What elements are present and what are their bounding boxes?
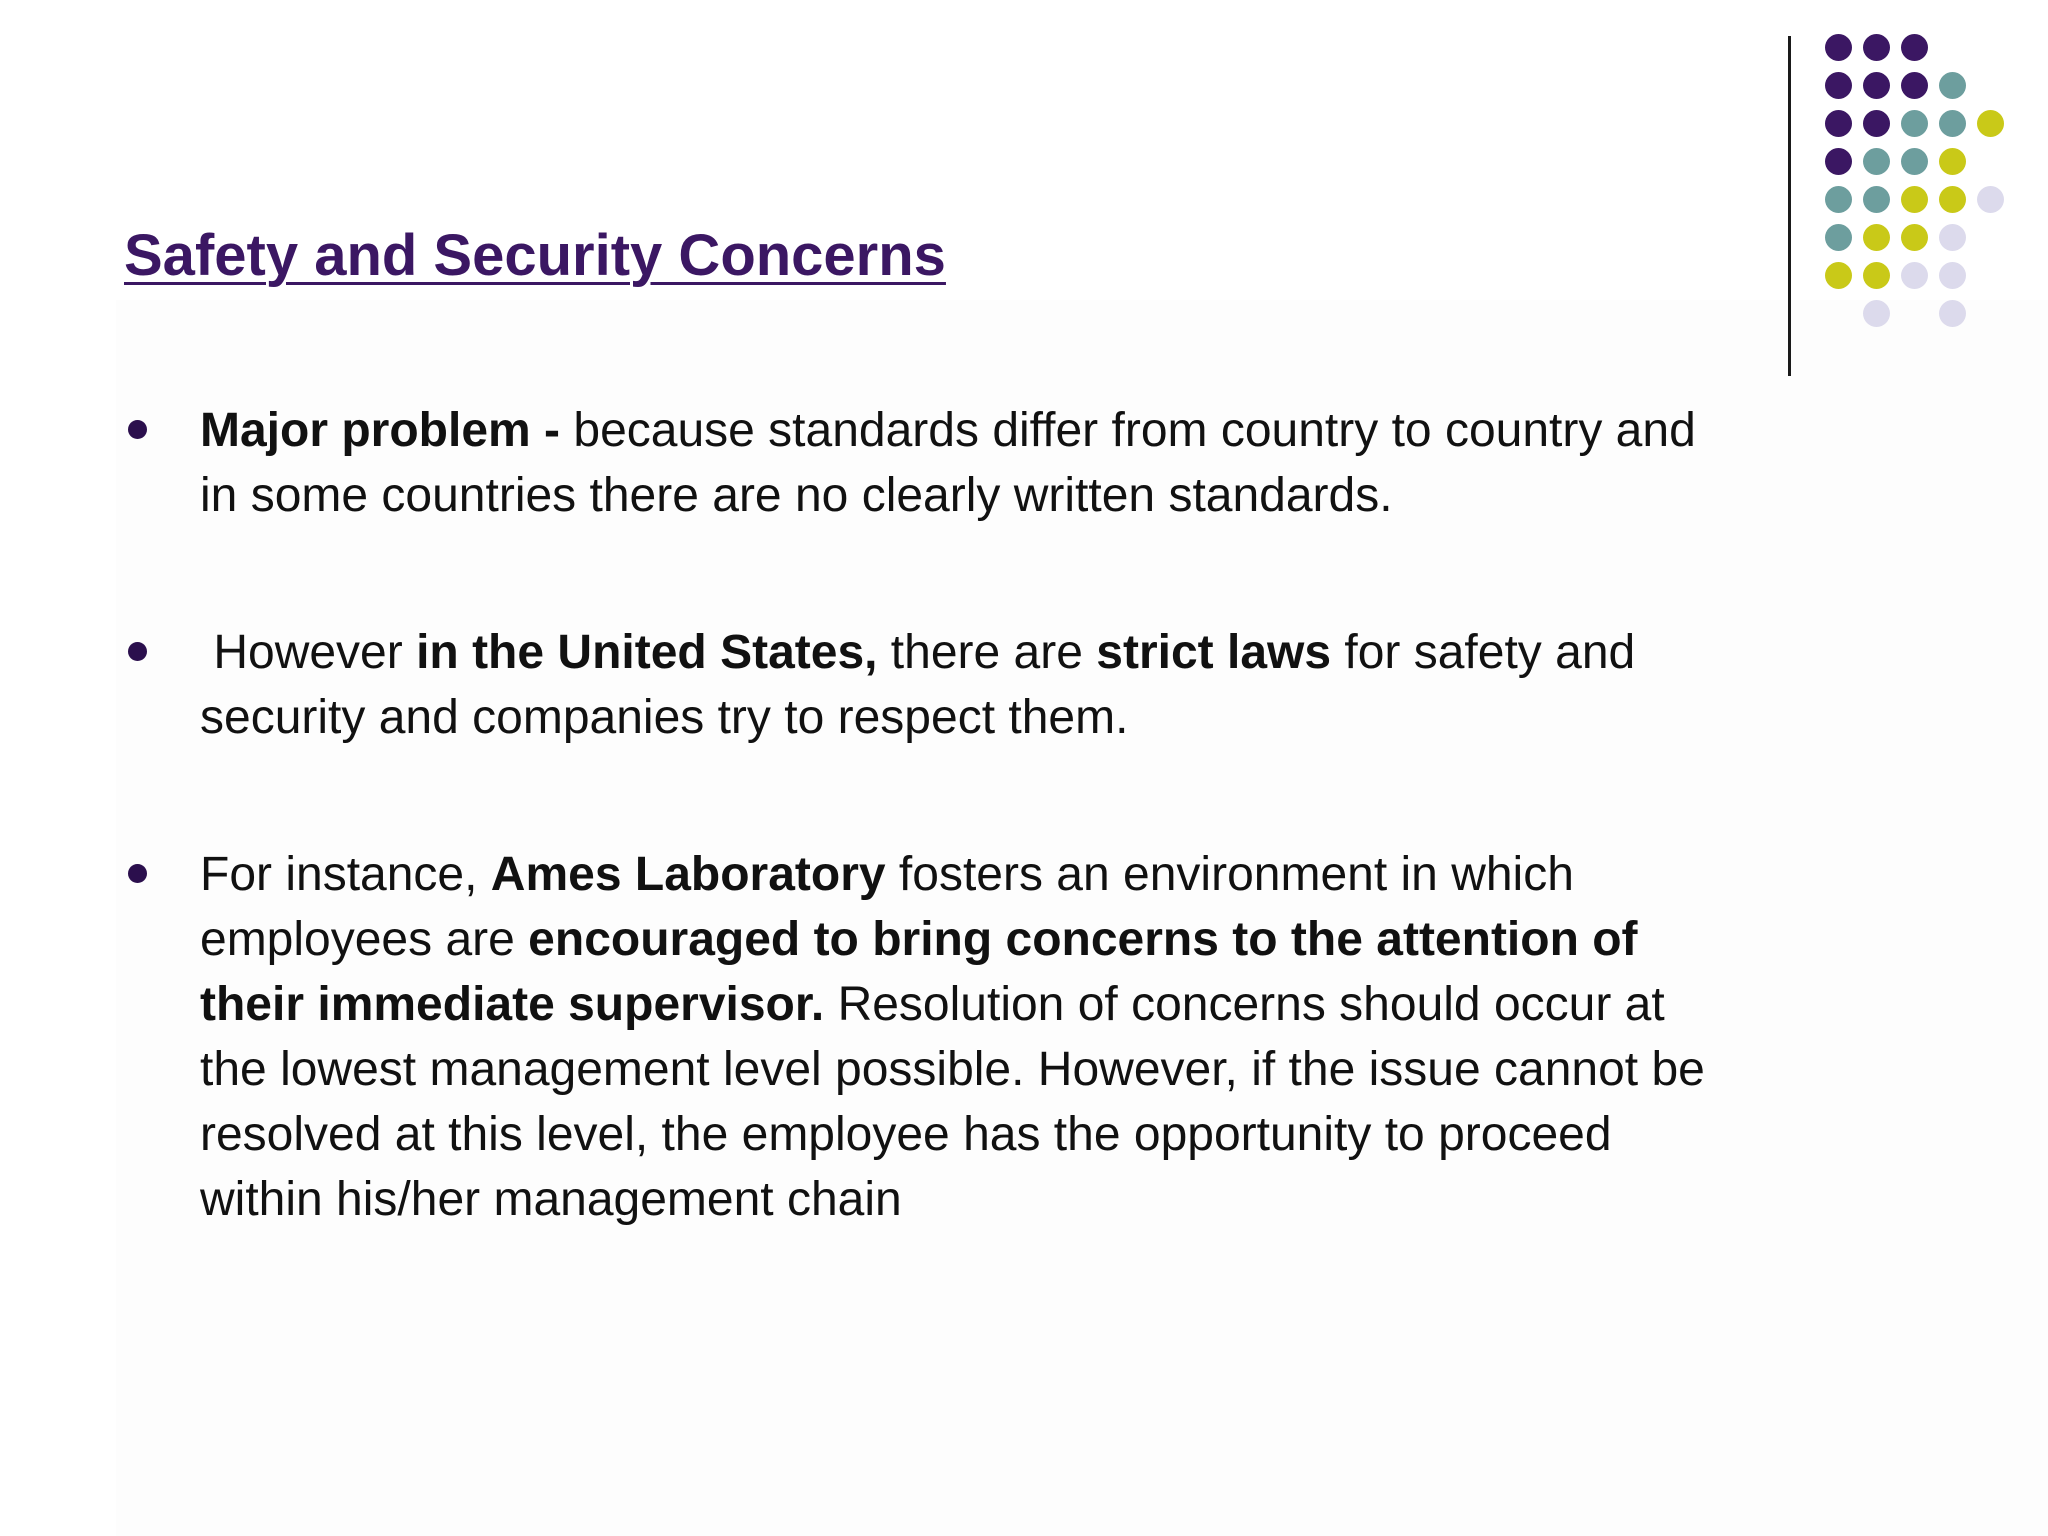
- bold-text: in the United States,: [416, 626, 878, 679]
- decorative-dot: [1901, 148, 1928, 175]
- decorative-dot: [1901, 186, 1928, 213]
- decorative-dot: [1825, 186, 1852, 213]
- decorative-dot: [1863, 148, 1890, 175]
- decorative-dot: [1825, 224, 1852, 251]
- decorative-dot: [1863, 72, 1890, 99]
- decorative-dot: [1939, 148, 1966, 175]
- body-text: in some countries there are no clearly written standards.: [200, 469, 1393, 522]
- bullet-list: [124, 398, 1924, 1232]
- decorative-dot: [1977, 110, 2004, 137]
- decorative-dot: [1901, 262, 1928, 289]
- body-text: However: [200, 626, 417, 679]
- bullet-icon: [128, 864, 147, 883]
- body-text: Resolution of concerns should occur at: [824, 978, 1665, 1031]
- decorative-dot: [1863, 300, 1890, 327]
- decorative-dot: [1825, 110, 1852, 137]
- bold-text: strict laws: [1096, 626, 1332, 679]
- bullet-item: [124, 620, 1924, 750]
- decorative-dot: [1939, 186, 1966, 213]
- decorative-dot: [1939, 300, 1966, 327]
- bullet-line: [200, 842, 1924, 907]
- body-text: because standards differ from country to country and: [560, 404, 1696, 457]
- decorative-dot: [1863, 110, 1890, 137]
- decorative-dot: [1939, 110, 1966, 137]
- bullet-icon: [128, 420, 147, 439]
- bullet-line: [200, 463, 1924, 528]
- decorative-dot: [1939, 72, 1966, 99]
- decorative-dot: [1977, 186, 2004, 213]
- bullet-line: [200, 620, 1924, 685]
- bullet-line: [200, 398, 1924, 463]
- body-text: there are: [877, 626, 1097, 679]
- body-text: the lowest management level possible. However, if the issue cannot be: [200, 1043, 1705, 1096]
- bold-text: encouraged to bring concerns to the attention of: [528, 913, 1638, 966]
- decorative-dot: [1825, 34, 1852, 61]
- body-text: For instance,: [200, 848, 491, 901]
- decorative-dot: [1901, 72, 1928, 99]
- bold-text: their immediate supervisor.: [200, 978, 825, 1031]
- decorative-dot: [1901, 224, 1928, 251]
- body-text: within his/her management chain: [200, 1173, 902, 1226]
- bullet-line: [200, 1102, 1924, 1167]
- vertical-divider: [1788, 36, 1791, 376]
- decorative-dot: [1901, 110, 1928, 137]
- bold-text: Ames Laboratory: [490, 848, 886, 901]
- decorative-dot: [1825, 148, 1852, 175]
- body-text: resolved at this level, the employee has the opportunity to proceed: [200, 1108, 1612, 1161]
- body-text: security and companies try to respect them.: [200, 691, 1129, 744]
- decorative-dot: [1901, 34, 1928, 61]
- bold-text: Major problem -: [200, 404, 561, 457]
- slide-title: Safety and Security Concerns: [124, 223, 946, 288]
- decorative-dot: [1863, 186, 1890, 213]
- bullet-item: [124, 398, 1924, 528]
- decorative-dot: [1863, 224, 1890, 251]
- decorative-dot: [1863, 34, 1890, 61]
- decorative-dot: [1825, 262, 1852, 289]
- bullet-line: [200, 685, 1924, 750]
- bullet-line: [200, 907, 1924, 972]
- bullet-line: [200, 1167, 1924, 1232]
- bullet-line: [200, 972, 1924, 1037]
- decorative-dot: [1825, 72, 1852, 99]
- decorative-dot: [1939, 224, 1966, 251]
- bullet-line: [200, 1037, 1924, 1102]
- decorative-dot: [1939, 262, 1966, 289]
- body-text: employees are: [200, 913, 529, 966]
- body-text: for safety and: [1331, 626, 1636, 679]
- bullet-item: [124, 842, 1924, 1232]
- body-text: fosters an environment in which: [885, 848, 1574, 901]
- bullet-icon: [128, 642, 147, 661]
- decorative-dot: [1863, 262, 1890, 289]
- decorative-dot-grid: [0, 0, 2048, 340]
